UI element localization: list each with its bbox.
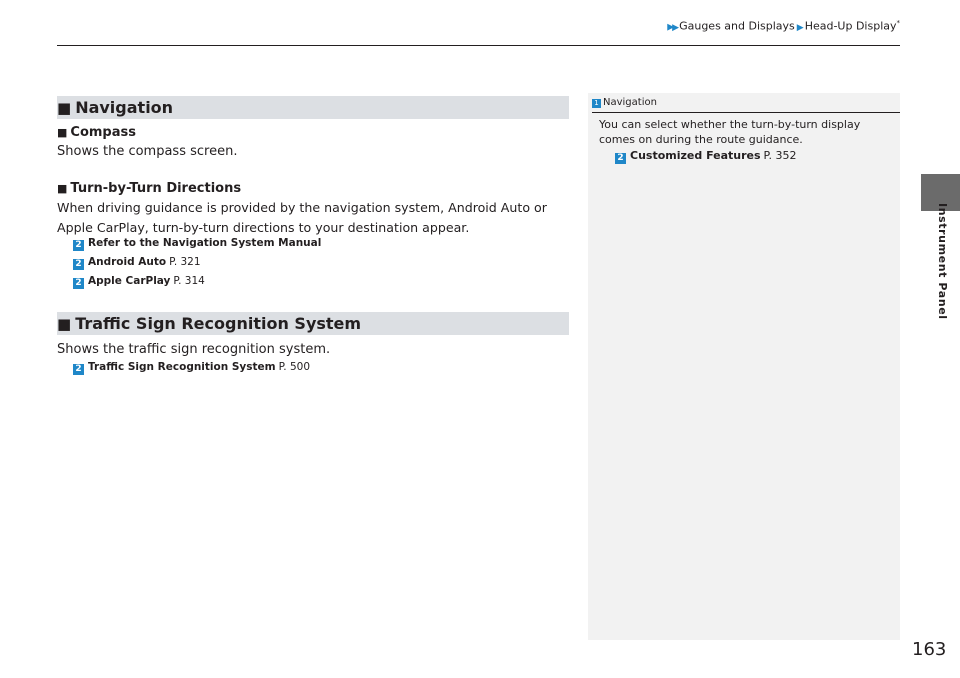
arrow-icon: ▶ [796, 22, 804, 33]
sidebar-rule [592, 112, 900, 113]
xref-page: P. 500 [278, 361, 311, 373]
traffic-sign-text: Shows the traffic sign recognition system. [57, 342, 331, 357]
xref-title: Refer to the Navigation System Manual [88, 237, 322, 249]
arrow-icon: ▶ [672, 22, 680, 33]
xref-page: P. 352 [763, 149, 797, 162]
sidebar-note [588, 93, 900, 640]
square-bullet-icon: ■ [57, 99, 72, 117]
reference-arrow-icon: 2 [615, 153, 626, 164]
footnote-star: * [896, 19, 900, 27]
sidebar-text: You can select whether the turn-by-turn display comes on during the route guidance. [599, 118, 861, 146]
xref-title: Android Auto [88, 256, 167, 268]
breadcrumb-item[interactable]: Gauges and Displays [679, 19, 795, 33]
turn-by-turn-heading-text: Turn-by-Turn Directions [70, 181, 242, 196]
square-bullet-icon: ■ [57, 126, 68, 139]
arrow-icon: ▶ [667, 22, 675, 33]
traffic-sign-heading-text: Traffic Sign Recognition System [75, 314, 362, 333]
page-number: 163 [912, 639, 947, 660]
reference-arrow-icon: 2 [73, 278, 84, 289]
sidebar-heading [592, 97, 657, 108]
xref-traffic-sign[interactable] [73, 361, 310, 375]
sidebar-heading-text: Navigation [603, 97, 657, 108]
square-bullet-icon: ■ [57, 315, 72, 333]
xref-navigation-manual[interactable] [73, 237, 321, 251]
xref-page: P. 321 [169, 256, 201, 268]
xref-title: Customized Features [630, 149, 761, 162]
reference-arrow-icon: 2 [73, 259, 84, 270]
xref-title: Apple CarPlay [88, 275, 171, 287]
compass-heading-text: Compass [70, 125, 136, 140]
navigation-heading-text: Navigation [75, 98, 174, 117]
section-tab-label: Instrument Panel [936, 203, 949, 320]
traffic-sign-heading [57, 312, 569, 335]
breadcrumb-item[interactable]: Head-Up Display [804, 19, 897, 33]
turn-by-turn-heading [57, 181, 241, 196]
compass-heading [57, 125, 136, 140]
xref-title: Traffic Sign Recognition System [88, 361, 276, 373]
turn-by-turn-text: When driving guidance is provided by the navigation system, Android Auto or Apple CarPlay, turn-by-turn directions to your destination appear. [57, 200, 547, 235]
square-bullet-icon: ■ [57, 182, 68, 195]
breadcrumb [0, 19, 900, 33]
header-rule [57, 45, 900, 46]
navigation-heading [57, 96, 569, 119]
compass-text: Shows the compass screen. [57, 144, 238, 159]
xref-android-auto[interactable] [73, 256, 201, 270]
xref-apple-carplay[interactable] [73, 275, 205, 289]
xref-page: P. 314 [173, 275, 205, 287]
xref-customized-features[interactable] [615, 149, 796, 164]
reference-arrow-icon: 2 [73, 364, 84, 375]
note-icon: 1 [592, 99, 601, 108]
reference-arrow-icon: 2 [73, 240, 84, 251]
